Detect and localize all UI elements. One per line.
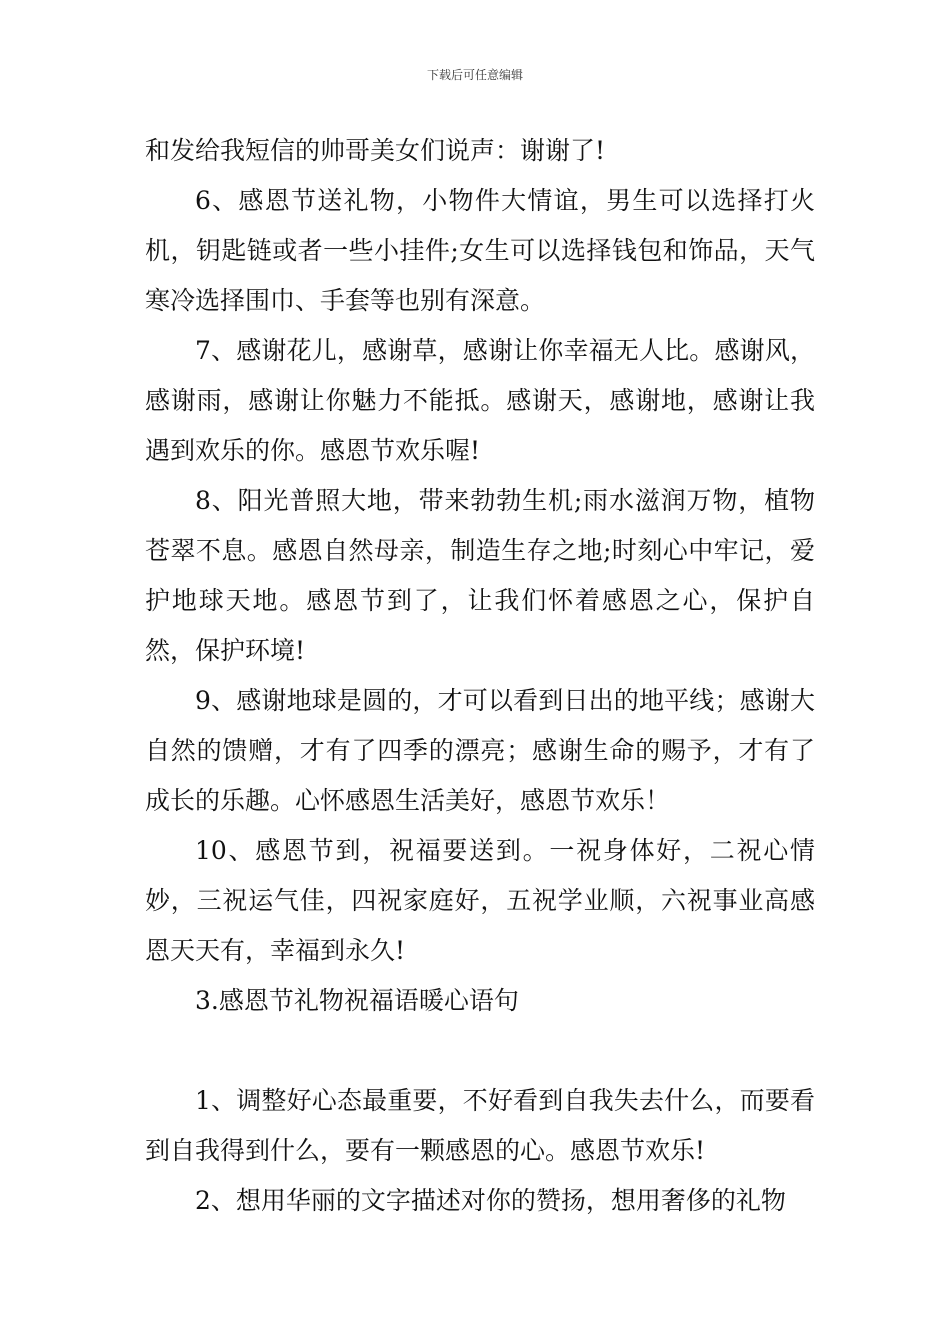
paragraph-item-8: 8、阳光普照大地，带来勃勃生机;雨水滋润万物，植物苍翠不息。感恩自然母亲，制造生存之地;时刻心中牢记，爱护地球天地。感恩节到了，让我们怀着感恩之心，保护自然，保护环境! bbox=[145, 486, 815, 665]
paragraph-section3-item-2: 2、想用华丽的文字描述对你的赞扬，想用奢侈的礼物 bbox=[195, 1186, 786, 1215]
section-heading: 3.感恩节礼物祝福语暖心语句 bbox=[195, 986, 519, 1015]
page-header-note: 下载后可任意编辑 bbox=[426, 68, 523, 82]
paragraph-item-9: 9、感谢地球是圆的，才可以看到日出的地平线；感谢大自然的馈赠，才有了四季的漂亮；感谢生命的赐予，才有了成长的乐趣。心怀感恩生活美好，感恩节欢乐！ bbox=[145, 686, 815, 815]
paragraph-section3-item-1: 1、调整好心态最重要，不好看到自我失去什么，而要看到自我得到什么，要有一颗感恩的心。感恩节欢乐! bbox=[145, 1086, 815, 1165]
paragraph-item-10: 10、感恩节到，祝福要送到。一祝身体好，二祝心情妙，三祝运气佳，四祝家庭好，五祝学业顺，六祝事业高感恩天天有，幸福到永久! bbox=[145, 836, 815, 965]
document-body bbox=[145, 126, 815, 1226]
paragraph-closing-thanks: 和发给我短信的帅哥美女们说声：谢谢了! bbox=[145, 136, 606, 165]
paragraph-item-7: 7、感谢花儿，感谢草，感谢让你幸福无人比。感谢风，感谢雨，感谢让你魅力不能抵。感谢天，感谢地，感谢让我遇到欢乐的你。感恩节欢乐喔! bbox=[145, 336, 815, 465]
paragraph-item-6: 6、感恩节送礼物，小物件大情谊，男生可以选择打火机，钥匙链或者一些小挂件;女生可以选择钱包和饰品，天气寒冷选择围巾、手套等也别有深意。 bbox=[145, 186, 815, 315]
